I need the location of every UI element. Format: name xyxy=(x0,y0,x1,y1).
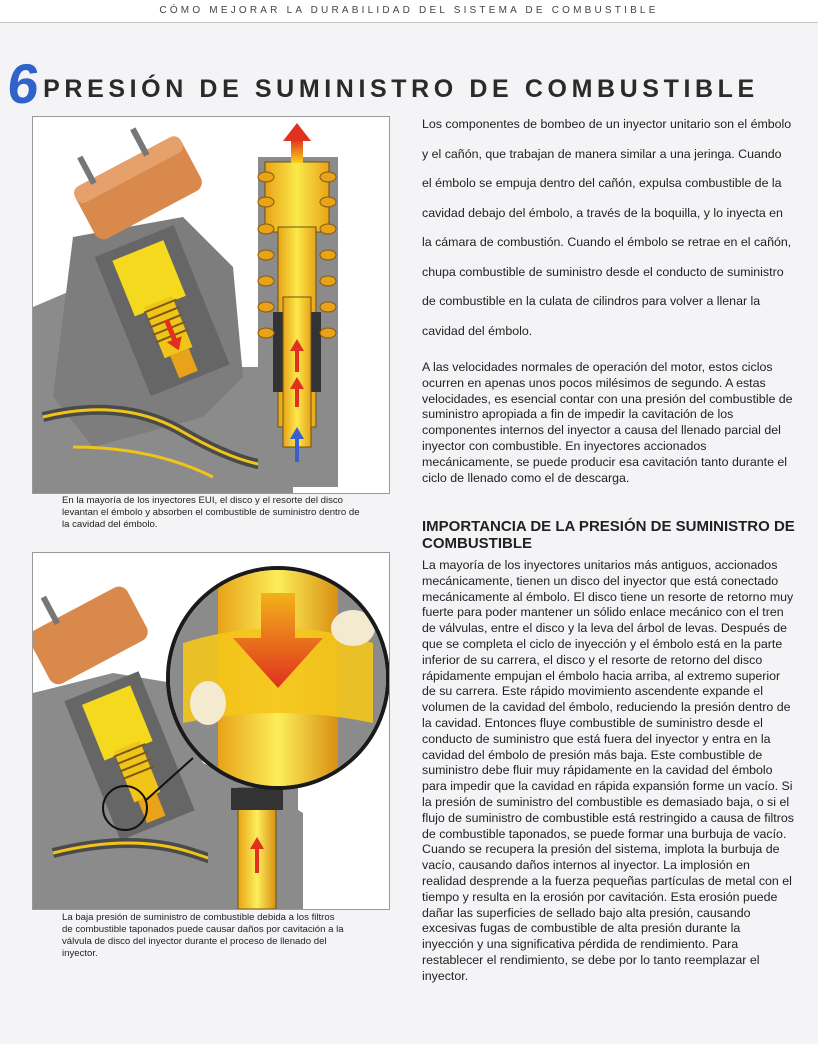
figure-injector-disc xyxy=(32,116,390,494)
running-header-text: CÓMO MEJORAR LA DURABILIDAD DEL SISTEMA DE COMBUSTIBLE xyxy=(159,5,659,16)
section-heading: PRESIÓN DE SUMINISTRO DE COMBUSTIBLE xyxy=(43,75,759,103)
figure-cavitation-magnified xyxy=(32,552,390,910)
figure1-caption: En la mayoría de los inyectores EUI, el disco y el resorte del disco levantan el émbolo y absorben el combustible de suministro dentro de la cavidad del émbolo. xyxy=(62,495,360,530)
running-header xyxy=(0,0,818,23)
paragraph-pumping-components: Los componentes de bombeo de un inyector unitario son el émbolo y el cañón, que trabajan de manera similar a una jeringa. Cuando el émbolo se empuja dentro del cañón, expulsa combustible de la cavidad debajo del émbolo, a través de la boquilla, y lo inyecta en la cámara de combustión. Cuando el émbolo se retrae en el cañón, chupa combustible de suministro desde el conducto de suministro de combustible en la culata de cilindros para volver a llenar la cavidad del émbolo. xyxy=(422,117,792,338)
section-number: 6 xyxy=(4,52,43,115)
section-title xyxy=(4,52,759,115)
cavitation-magnified-illustration xyxy=(33,553,389,909)
paragraph-cavitation-explanation: La mayoría de los inyectores unitarios más antiguos, accionados mecánicamente, tienen un disco del inyector que está conectado mecánicamente al émbolo. El disco tiene un resorte de retorno muy fuerte para poder mantener un sólido enlace mecánico con el tren de válvulas, entre el disco y la leva del árbol de levas. Después de que se completa el ciclo de inyección y el émbolo está en la parte inferior de su carrera, el disco y el resorte de retorno del disco rápidamente empujan el émbolo hacia arriba, al extremo superior de su carrera. Este rápido movimiento ascendente expande el volumen de la cavidad del émbolo, reduciendo la presión dentro de la cavidad. Entonces fluye combustible de suministro desde el conducto de suministro que está fuera del inyector y entra en la cavidad del émbolo de presión más baja. Este combustible de suministro debe fluir muy rápidamente en la cavidad del émbolo para impedir que la cavidad en rápida expansión forme un vacío. Si la presión de suministro del combustible es demasiado baja, o si el flujo de suministro de combustible está restringido a causa de filtros de combustible taponados, se puede formar una burbuja de vacío. Cuando se recupera la presión del sistema, implota la burbuja de vacío, causando daños internos al inyector. La implosión en realidad desprende a la fuerza pequeñas partículas de metal con el tiempo y resulta en la erosión por cavitación. Esta erosión puede dañar las superficies de sellado bajo alta presión, causando excesivas fugas de combustible de alta presión durante la inyección y una significativa pérdida de rendimiento. Para restablecer el rendimiento, se debe por lo tanto reemplazar el inyector. xyxy=(422,558,794,983)
subheading-supply-pressure-importance: IMPORTANCIA DE LA PRESIÓN DE SUMINISTRO DE COMBUSTIBLE xyxy=(422,518,795,552)
figure2-caption: La baja presión de suministro de combustible debida a los filtros de combustible taponados puede causar daños por cavitación a la válvula de disco del inyector durante el proceso de llenado del inyector. xyxy=(62,912,344,959)
paragraph-operating-speeds: A las velocidades normales de operación del motor, estos ciclos ocurren en apenas unos pocos milésimos de segundo. A estas velocidades, es esencial contar con una presión del combustible de suministro apropiada a fin de impedir la cavitación de los componentes internos del inyector a causa del llenado parcial del inyector con combustible. En inyectores accionados mecánicamente, se puede producir esa cavitación tanto durante el ciclo de llenado como el de descarga. xyxy=(422,360,793,485)
injector-cross-section-illustration xyxy=(33,117,389,493)
